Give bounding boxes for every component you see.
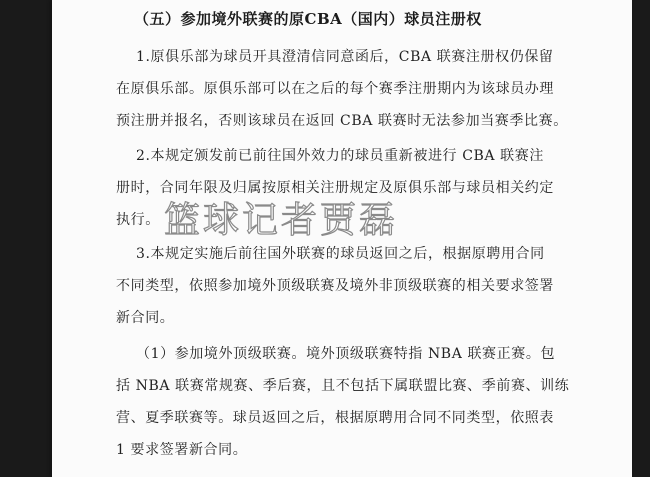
paragraph-line: 新合同。 — [116, 310, 175, 326]
document-page — [52, 0, 632, 477]
paragraph-line: 括 NBA 联赛常规赛、季后赛，且不包括下属联盟比赛、季前赛、训练 — [116, 378, 570, 394]
paragraph-line: 册时，合同年限及归属按原相关注册规定及原俱乐部与球员相关约定 — [116, 180, 554, 196]
paragraph-line: 不同类型，依照参加境外顶级联赛及境外非顶级联赛的相关要求签署 — [116, 278, 554, 294]
paragraph-line: 执行。 — [116, 212, 160, 228]
paragraph-line: 1 要求签署新合同。 — [116, 442, 248, 458]
section-heading: （五）参加境外联赛的原CBA（国内）球员注册权 — [134, 10, 482, 28]
paragraph-line: 营、夏季联赛等。球员返回之后，根据原聘用合同不同类型，依照表 — [116, 410, 554, 426]
paragraph-line: 1.原俱乐部为球员开具澄清信同意函后，CBA 联赛注册权仍保留 — [136, 49, 554, 65]
paragraph-line: 在原俱乐部。原俱乐部可以在之后的每个赛季注册期内为该球员办理 — [116, 81, 554, 97]
paragraph-line: 预注册并报名，否则该球员在返回 CBA 联赛时无法参加当赛季比赛。 — [116, 113, 568, 129]
paragraph-line: （1）参加境外顶级联赛。境外顶级联赛特指 NBA 联赛正赛。包 — [136, 346, 556, 362]
paragraph-line: 3.本规定实施后前往国外联赛的球员返回之后，根据原聘用合同 — [136, 246, 545, 262]
watermark-text: 篮球记者贾磊 — [164, 200, 399, 241]
paragraph-line: 2.本规定颁发前已前往国外效力的球员重新被进行 CBA 联赛注 — [136, 148, 544, 164]
